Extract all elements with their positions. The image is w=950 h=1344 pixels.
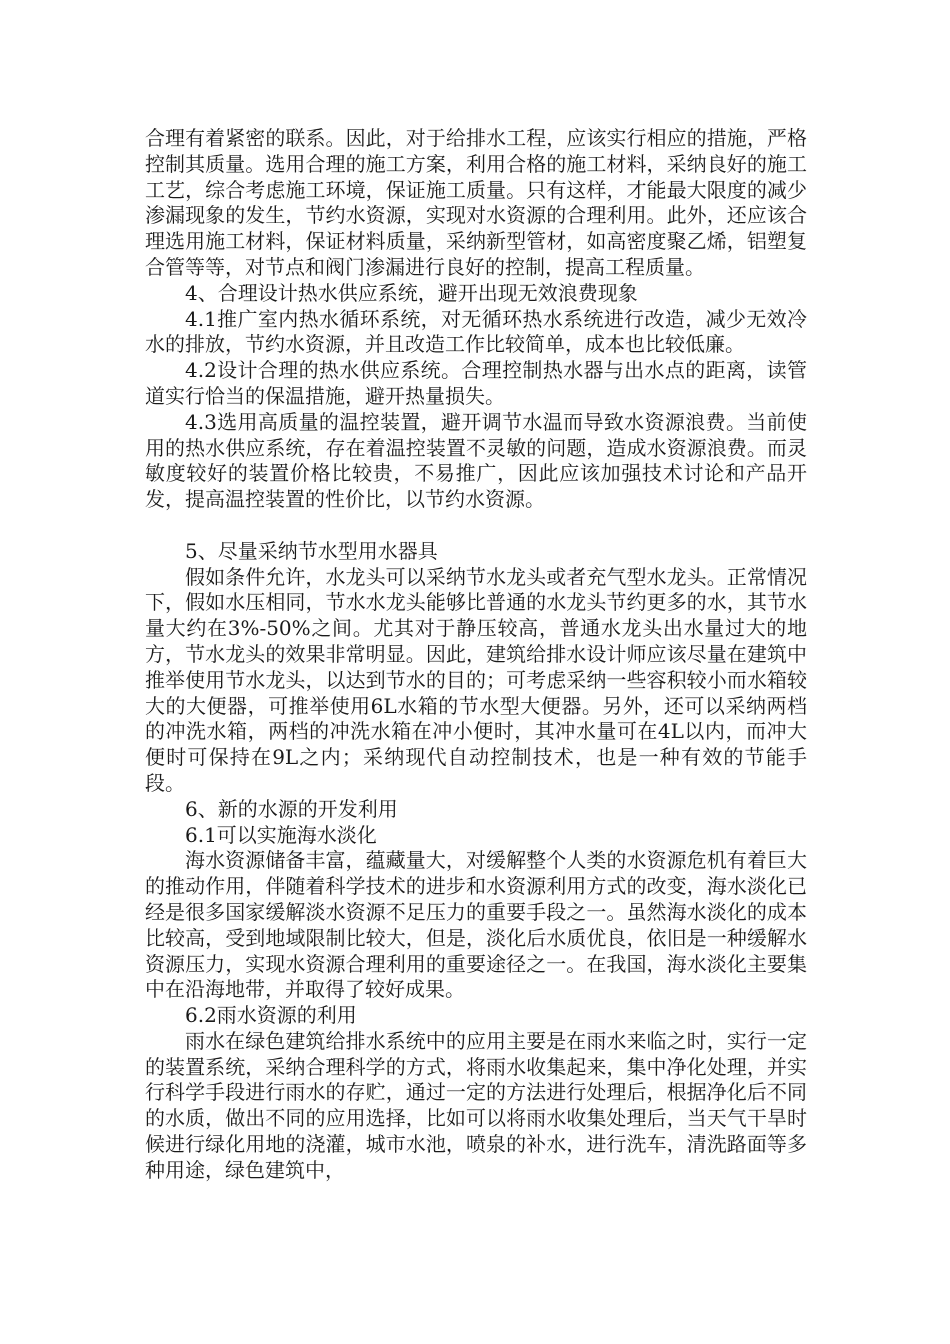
paragraph-4-1: 4.1推广室内热水循环系统，对无循环热水系统进行改造，减少无效冷水的排放，节约水资源，并且改造工作比较简单，成本也比较低廉。 bbox=[145, 306, 807, 357]
blank-line bbox=[145, 513, 807, 539]
heading-section-5: 5、尽量采纳节水型用水器具 bbox=[185, 538, 438, 563]
paragraph-4-3: 4.3选用高质量的温控装置，避开调节水温而导致水资源浪费。当前使用的热水供应系统，存在着温控装置不灵敏的问题，造成水资源浪费。而灵敏度较好的装置价格比较贵，不易推广，因此应该加强技术讨论和产品开发，提高温控装置的性价比，以节约水资源。 bbox=[145, 409, 807, 512]
paragraph-section-5: 假如条件允许，水龙头可以采纳节水龙头或者充气型水龙头。正常情况下，假如水压相同，节水水龙头能够比普通的水龙头节约更多的水，其节水量大约在3%-50%之间。尤其对于静压较高，普通水龙头出水量过大的地方，节水龙头的效果非常明显。因此，建筑给排水设计师应该尽量在建筑中推举使用节水龙头，以达到节水的目的；可考虑采纳一些容积较小而水箱较大的大便器，可推举使用6L水箱的节水型大便器。另外，还可以采纳两档的冲洗水箱，两档的冲洗水箱在冲小便时，其冲水量可在4L以内，而冲大便时可保持在9L之内；采纳现代自动控制技术，也是一种有效的节能手段。 bbox=[145, 564, 807, 795]
paragraph-continuation: 合理有着紧密的联系。因此，对于给排水工程，应该实行相应的措施，严格控制其质量。选用合理的施工方案，利用合格的施工材料，采纳良好的施工工艺，综合考虑施工环境，保证施工质量。只有这样，才能最大限度的减少渗漏现象的发生，节约水资源，实现对水资源的合理利用。此外，还应该合理选用施工材料，保证材料质量，采纳新型管材，如高密度聚乙烯，铝塑复合管等等，对节点和阀门渗漏进行良好的控制，提高工程质量。 bbox=[145, 126, 807, 279]
heading-6-1: 6.1可以实施海水淡化 bbox=[185, 822, 377, 847]
paragraph-4-2: 4.2设计合理的热水供应系统。合理控制热水器与出水点的距离，读管道实行恰当的保温措施，避开热量损失。 bbox=[145, 358, 807, 408]
document-body bbox=[145, 126, 807, 1184]
paragraph-6-1: 海水资源储备丰富，蕴藏量大，对缓解整个人类的水资源危机有着巨大的推动作用，伴随着科学技术的进步和水资源利用方式的改变，海水淡化已经是很多国家缓解淡水资源不足压力的重要手段之一。虽然海水淡化的成本比较高，受到地域限制比较大，但是，淡化后水质优良，依旧是一种缓解水资源压力，实现水资源合理利用的重要途径之一。在我国，海水淡化主要集中在沿海地带，并取得了较好成果。 bbox=[145, 848, 807, 1002]
paragraph-6-2: 雨水在绿色建筑给排水系统中的应用主要是在雨水来临之时，实行一定的装置系统，采纳合理科学的方式，将雨水收集起来，集中净化处理，并实行科学手段进行雨水的存贮，通过一定的方法进行处理后，根据净化后不同的水质，做出不同的应用选择，比如可以将雨水收集处理后，当天气干旱时候进行绿化用地的浇灌，城市水池，喷泉的补水，进行洗车，清洗路面等多种用途，绿色建筑中， bbox=[145, 1028, 807, 1182]
heading-6-2: 6.2雨水资源的利用 bbox=[185, 1003, 357, 1028]
heading-section-6: 6、新的水源的开发利用 bbox=[185, 796, 398, 821]
heading-section-4: 4、合理设计热水供应系统，避开出现无效浪费现象 bbox=[185, 280, 638, 305]
